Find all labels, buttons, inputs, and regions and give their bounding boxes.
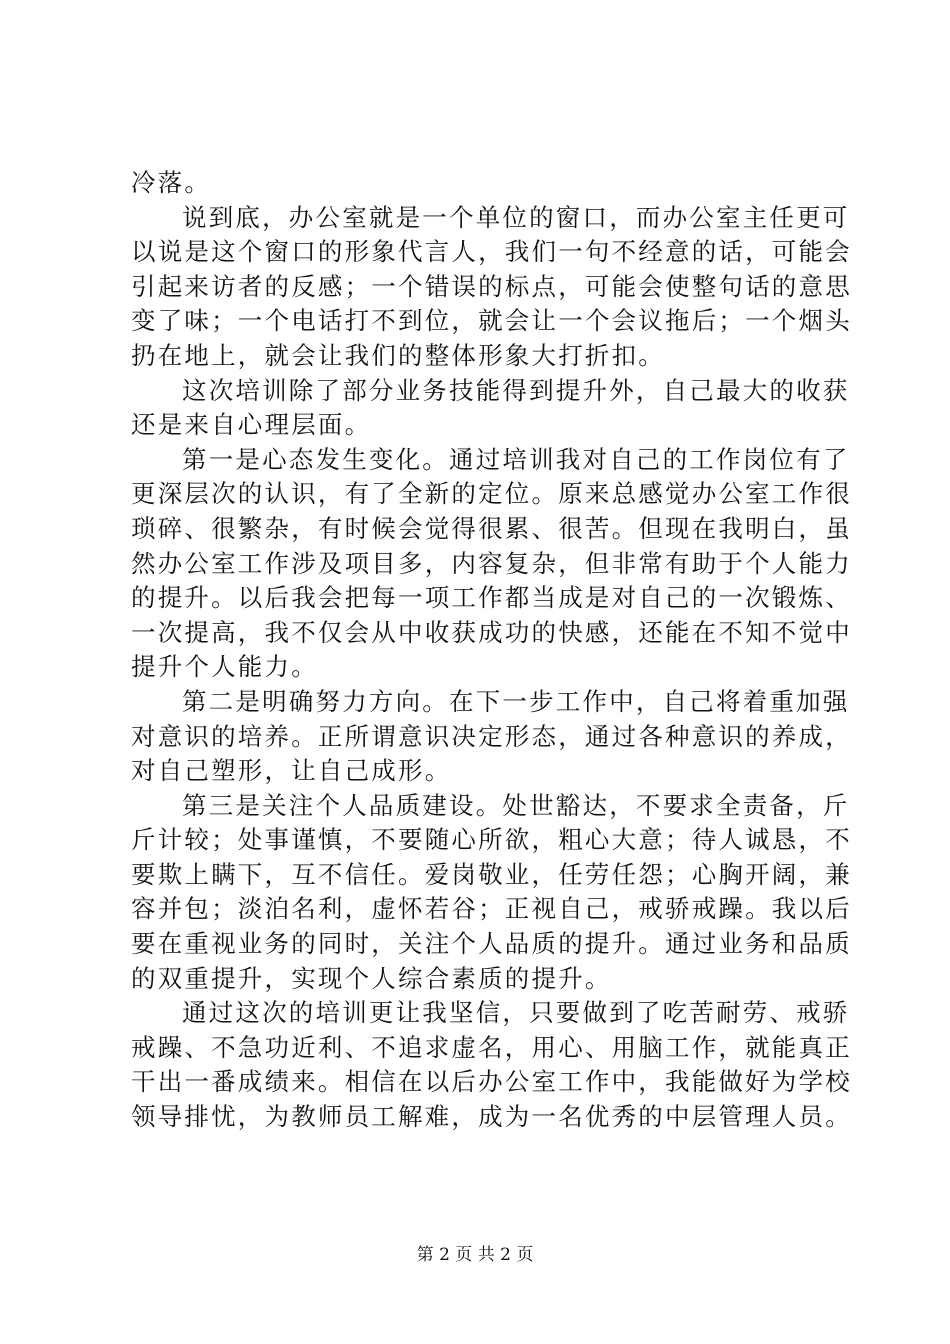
text-line: 更深层次的认识，有了全新的定位。原来总感觉办公室工作很 <box>131 479 852 509</box>
text-line: 要在重视业务的同时，关注个人品质的提升。通过业务和品质 <box>131 929 852 959</box>
text-line: 变了味；一个电话打不到位，就会让一个会议拖后；一个烟头 <box>131 306 852 336</box>
text-line: 干出一番成绩来。相信在以后办公室工作中，我能做好为学校 <box>131 1067 852 1097</box>
text-line: 第三是关注个人品质建设。处世豁达，不要求全责备，斤 <box>182 790 850 820</box>
text-line: 的双重提升，实现个人综合素质的提升。 <box>131 963 612 993</box>
text-line: 通过这次的培训更让我坚信，只要做到了吃苦耐劳、戒骄 <box>182 998 850 1028</box>
text-line: 容并包；淡泊名利，虚怀若谷；正视自己，戒骄戒躁。我以后 <box>131 894 852 924</box>
text-line: 要欺上瞒下，互不信任。爱岗敬业，任劳任怨；心胸开阔，兼 <box>131 859 852 889</box>
text-line: 斤计较；处事谨慎，不要随心所欲，粗心大意；待人诚恳，不 <box>131 825 852 855</box>
document-body <box>131 166 852 1135</box>
text-line: 一次提高，我不仅会从中收获成功的快感，还能在不知不觉中 <box>131 617 852 647</box>
text-line: 戒躁、不急功近利、不追求虚名，用心、用脑工作，就能真正 <box>131 1032 852 1062</box>
text-line: 引起来访者的反感；一个错误的标点，可能会使整句话的意思 <box>131 271 852 301</box>
page-footer: 第 2 页 共 2 页 <box>416 1245 534 1265</box>
text-line: 琐碎、很繁杂，有时候会觉得很累、很苦。但现在我明白，虽 <box>131 513 852 543</box>
text-line: 扔在地上，就会让我们的整体形象大打折扣。 <box>131 340 665 370</box>
text-line: 第二是明确努力方向。在下一步工作中，自己将着重加强 <box>182 686 850 716</box>
text-line: 对自己塑形，让自己成形。 <box>131 756 452 786</box>
text-line: 的提升。以后我会把每一项工作都当成是对自己的一次锻炼、 <box>131 583 852 613</box>
text-line: 还是来自心理层面。 <box>131 410 372 440</box>
text-line: 说到底，办公室就是一个单位的窗口，而办公室主任更可 <box>182 202 850 232</box>
text-line: 第一是心态发生变化。通过培训我对自己的工作岗位有了 <box>182 444 850 474</box>
text-line: 对意识的培养。正所谓意识决定形态，通过各种意识的养成， <box>131 721 852 751</box>
text-line: 这次培训除了部分业务技能得到提升外，自己最大的收获 <box>182 375 850 405</box>
text-line: 提升个人能力。 <box>131 652 318 682</box>
text-line: 然办公室工作涉及项目多，内容复杂，但非常有助于个人能力 <box>131 548 852 578</box>
text-line: 领导排忧，为教师员工解难，成为一名优秀的中层管理人员。 <box>131 1102 852 1132</box>
text-line: 冷落。 <box>131 168 212 197</box>
text-line: 以说是这个窗口的形象代言人，我们一句不经意的话，可能会 <box>131 237 852 267</box>
